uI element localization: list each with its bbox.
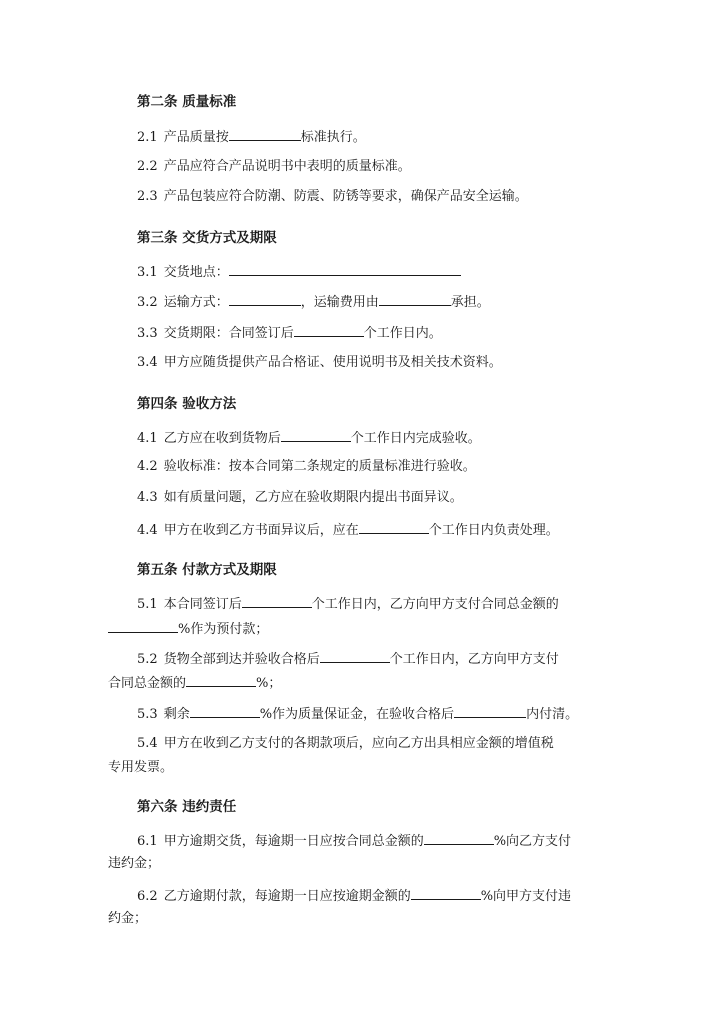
clause-text: 产品质量按 [163, 130, 229, 145]
clause-5-1-cont [108, 619, 268, 639]
clause-text: 甲方应随货提供产品合格证、使用说明书及相关技术资料。 [163, 355, 502, 370]
fill-blank[interactable] [359, 520, 429, 534]
section-heading-2: 第二条 质量标准 [137, 94, 237, 110]
fill-blank[interactable] [424, 831, 494, 845]
fill-blank[interactable] [190, 704, 260, 718]
clause-number: 3.3 [137, 326, 158, 341]
clause-3-3 [137, 323, 442, 343]
clause-text: 个工作日内负责处理。 [428, 523, 559, 538]
clause-2-2 [137, 158, 411, 176]
fill-blank[interactable] [281, 428, 351, 442]
clause-text: 运输方式： [163, 295, 229, 310]
clause-6-1-cont [108, 855, 160, 873]
clause-text: 交货期限：合同签订后 [163, 326, 294, 341]
clause-4-4 [137, 520, 559, 540]
clause-text: 承担。 [450, 295, 490, 310]
clause-text: ，运输费用由 [300, 295, 379, 310]
fill-blank[interactable] [242, 594, 312, 608]
clause-5-3 [137, 704, 578, 724]
clause-text: 乙方逾期付款，每逾期一日应按逾期金额的 [163, 889, 411, 904]
clause-text: 个工作日内完成验收。 [350, 431, 481, 446]
clause-text: %； [256, 676, 282, 691]
clause-text: 违约金； [108, 856, 161, 871]
clause-number: 3.1 [137, 265, 158, 280]
clause-3-1 [137, 262, 461, 282]
clause-text: 剩余 [163, 707, 190, 722]
section-heading-4: 第四条 验收方法 [137, 396, 237, 412]
clause-text: %向乙方支付 [493, 834, 572, 849]
clause-number: 6.1 [137, 834, 158, 849]
clause-text: 产品应符合产品说明书中表明的质量标准。 [163, 159, 411, 174]
fill-blank[interactable] [229, 292, 301, 306]
clause-text: %作为预付款； [178, 622, 269, 637]
clause-number: 2.1 [137, 130, 158, 145]
clause-number: 6.2 [137, 889, 158, 904]
clause-6-2 [137, 886, 571, 906]
clause-4-3 [137, 489, 463, 507]
fill-blank[interactable] [379, 292, 451, 306]
clause-number: 4.3 [137, 490, 158, 505]
clause-text: 甲方逾期交货，每逾期一日应按合同总金额的 [163, 834, 424, 849]
fill-blank[interactable] [320, 649, 390, 663]
clause-number: 2.2 [137, 159, 158, 174]
clause-text: 甲方在收到乙方书面异议后，应在 [163, 523, 359, 538]
clause-text: 合同总金额的 [108, 676, 187, 691]
clause-5-1 [137, 594, 559, 614]
clause-text: 个工作日内，乙方向甲方支付 [389, 652, 559, 667]
clause-5-2 [137, 649, 559, 669]
clause-text: 本合同签订后 [163, 597, 242, 612]
clause-number: 4.2 [137, 459, 158, 474]
section-heading-5: 第五条 付款方式及期限 [137, 562, 277, 578]
fill-blank[interactable] [186, 673, 256, 687]
clause-4-1 [137, 428, 481, 448]
clause-number: 5.2 [137, 652, 158, 667]
clause-text: 标准执行。 [300, 130, 366, 145]
fill-blank[interactable] [108, 619, 178, 633]
clause-number: 2.3 [137, 189, 158, 204]
clause-number: 3.4 [137, 355, 158, 370]
clause-text: 产品包装应符合防潮、防震、防锈等要求，确保产品安全运输。 [163, 189, 528, 204]
clause-5-4 [137, 735, 554, 753]
clause-number: 3.2 [137, 295, 158, 310]
clause-text: 甲方在收到乙方支付的各期款项后，应向乙方出具相应金额的增值税 [163, 736, 554, 751]
fill-blank[interactable] [229, 262, 461, 276]
clause-4-2 [137, 458, 476, 476]
fill-blank[interactable] [454, 704, 526, 718]
clause-5-4-cont [108, 759, 173, 777]
section-heading-6: 第六条 违约责任 [137, 799, 237, 815]
clause-text: %向甲方支付违 [480, 889, 572, 904]
clause-3-2 [137, 292, 490, 312]
clause-text: %作为质量保证金，在验收合格后 [259, 707, 455, 722]
clause-text: 内付清。 [526, 707, 579, 722]
clause-6-1 [137, 831, 571, 851]
clause-text: 货物全部到达并验收合格后 [163, 652, 320, 667]
clause-text: 个工作日内，乙方向甲方支付合同总金额的 [311, 597, 559, 612]
clause-6-2-cont [108, 910, 147, 928]
fill-blank[interactable] [294, 323, 364, 337]
clause-text: 专用发票。 [108, 760, 174, 775]
clause-text: 如有质量问题，乙方应在验收期限内提出书面异议。 [163, 490, 463, 505]
clause-text: 验收标准：按本合同第二条规定的质量标准进行验收。 [163, 459, 476, 474]
clause-number: 5.3 [137, 707, 158, 722]
fill-blank[interactable] [411, 886, 481, 900]
clause-number: 5.1 [137, 597, 158, 612]
fill-blank[interactable] [229, 127, 301, 141]
clause-number: 5.4 [137, 736, 158, 751]
clause-5-2-cont [108, 673, 281, 693]
clause-text: 约金； [108, 911, 148, 926]
clause-2-1 [137, 127, 366, 147]
clause-text: 个工作日内。 [363, 326, 442, 341]
clause-number: 4.1 [137, 431, 158, 446]
section-heading-3: 第三条 交货方式及期限 [137, 230, 277, 246]
clause-text: 乙方应在收到货物后 [163, 431, 281, 446]
clause-text: 交货地点： [163, 265, 229, 280]
clause-3-4 [137, 354, 502, 372]
clause-2-3 [137, 188, 528, 206]
clause-number: 4.4 [137, 523, 158, 538]
